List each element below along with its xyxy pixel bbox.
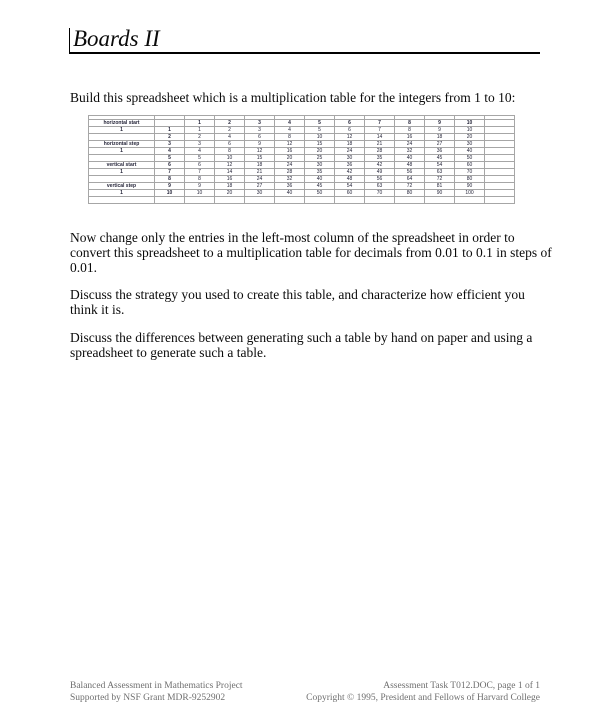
product-cell: 54 [425,162,455,169]
table-row [89,120,515,127]
footer-copyright: Copyright © 1995, President and Fellows of Harvard College [306,692,540,703]
multiplier-cell: 8 [155,176,185,183]
product-cell: 32 [275,176,305,183]
product-cell: 36 [275,183,305,190]
product-cell: 64 [395,176,425,183]
product-cell: 6 [335,127,365,134]
product-cell: 14 [215,169,245,176]
product-cell: 72 [395,183,425,190]
product-cell: 50 [305,190,335,197]
product-cell: 24 [395,141,425,148]
empty-cell [215,197,245,204]
product-cell: 6 [335,120,365,127]
product-cell: 30 [335,155,365,162]
product-cell: 12 [275,141,305,148]
row-label-cell [89,176,155,183]
table-row [89,176,515,183]
empty-cell [485,183,515,190]
empty-cell [485,162,515,169]
product-cell: 14 [365,134,395,141]
product-cell: 4 [215,134,245,141]
product-cell: 12 [335,134,365,141]
product-cell: 60 [455,162,485,169]
product-cell: 9 [245,141,275,148]
table-row [89,134,515,141]
multiplier-cell: 7 [155,169,185,176]
product-cell: 35 [365,155,395,162]
multiplication-table [88,115,515,204]
product-cell: 15 [245,155,275,162]
row-label-cell: vertical step [89,183,155,190]
blank-bottom-row [89,197,515,204]
table-row [89,148,515,155]
title-underline-rule [70,52,540,54]
product-cell: 8 [395,120,425,127]
product-cell: 28 [365,148,395,155]
product-cell: 32 [395,148,425,155]
product-cell: 4 [275,127,305,134]
empty-cell [335,197,365,204]
page-title: Boards II [73,26,160,51]
row-label-cell: vertical start [89,162,155,169]
product-cell: 9 [185,183,215,190]
product-cell: 10 [215,155,245,162]
product-cell: 9 [425,120,455,127]
product-cell: 16 [275,148,305,155]
paragraph-discuss-differences [70,330,570,360]
product-cell: 7 [365,127,395,134]
empty-cell [245,197,275,204]
product-cell: 25 [305,155,335,162]
row-label-cell [89,134,155,141]
multiplier-cell: 10 [155,190,185,197]
multiplier-cell: 3 [155,141,185,148]
product-cell: 3 [245,127,275,134]
product-cell: 21 [365,141,395,148]
product-cell: 36 [425,148,455,155]
product-cell: 40 [395,155,425,162]
row-label-cell [89,155,155,162]
row-label-cell: horizontal step [89,141,155,148]
product-cell: 1 [185,127,215,134]
product-cell: 30 [455,141,485,148]
empty-cell [485,155,515,162]
intro-paragraph: Build this spreadsheet which is a multiplication table for the integers from 1 to 10: [70,90,516,105]
product-cell: 80 [455,176,485,183]
product-cell: 48 [395,162,425,169]
product-cell: 20 [275,155,305,162]
row-label-cell: 1 [89,190,155,197]
product-cell: 18 [245,162,275,169]
product-cell: 6 [245,134,275,141]
product-cell: 4 [185,148,215,155]
product-cell: 2 [215,127,245,134]
text-line: Discuss the differences between generating such a table by hand on paper and using a [70,330,533,345]
row-label-cell: horizontal start [89,120,155,127]
empty-cell [365,197,395,204]
product-cell: 24 [335,148,365,155]
table-row [89,183,515,190]
empty-cell [155,197,185,204]
text-line: Discuss the strategy you used to create this table, and characterize how efficient you [70,287,525,302]
empty-cell [485,134,515,141]
product-cell: 27 [425,141,455,148]
empty-cell [485,169,515,176]
table-row [89,127,515,134]
footer-left-block [70,681,243,704]
product-cell: 24 [275,162,305,169]
product-cell: 8 [395,127,425,134]
empty-cell [485,197,515,204]
multiplier-cell: 9 [155,183,185,190]
title-left-bar [69,28,70,54]
empty-cell [305,197,335,204]
empty-cell [185,197,215,204]
product-cell: 3 [245,120,275,127]
product-cell: 18 [425,134,455,141]
product-cell: 8 [185,176,215,183]
product-cell: 10 [455,127,485,134]
product-cell: 70 [455,169,485,176]
product-cell: 21 [245,169,275,176]
text-line: Now change only the entries in the left-most column of the spreadsheet in order to [70,230,515,245]
product-cell: 50 [455,155,485,162]
multiplier-cell: 5 [155,155,185,162]
product-cell: 2 [185,134,215,141]
product-cell: 60 [335,190,365,197]
product-cell: 8 [215,148,245,155]
empty-cell [275,197,305,204]
product-cell: 18 [335,141,365,148]
product-cell: 20 [215,190,245,197]
empty-cell [395,197,425,204]
row-label-cell: 1 [89,148,155,155]
footer-project-name: Balanced Assessment in Mathematics Project [70,681,243,691]
empty-cell [485,176,515,183]
product-cell: 30 [245,190,275,197]
product-cell: 3 [185,141,215,148]
product-cell: 30 [305,162,335,169]
product-cell: 18 [215,183,245,190]
product-cell: 42 [335,169,365,176]
row-label-cell: 1 [89,127,155,134]
product-cell: 6 [185,162,215,169]
row-label-cell: 1 [89,169,155,176]
product-cell: 15 [305,141,335,148]
product-cell: 40 [275,190,305,197]
empty-cell [485,127,515,134]
product-cell: 5 [305,120,335,127]
text-line: 0.01. [70,260,97,275]
product-cell: 7 [365,120,395,127]
product-cell: 10 [185,190,215,197]
product-cell: 40 [455,148,485,155]
product-cell: 45 [425,155,455,162]
footer-grant-line: Supported by NSF Grant MDR-9252902 [70,692,226,703]
product-cell: 20 [455,134,485,141]
multiplier-cell: 4 [155,148,185,155]
multiplier-cell: 1 [155,127,185,134]
product-cell: 54 [335,183,365,190]
product-cell: 16 [395,134,425,141]
product-cell: 90 [425,190,455,197]
product-cell: 63 [365,183,395,190]
paragraph-change-leftmost-column [70,230,570,275]
product-cell: 72 [425,176,455,183]
paragraph-discuss-strategy [70,287,570,317]
empty-cell [455,197,485,204]
empty-cell [425,197,455,204]
product-cell: 20 [305,148,335,155]
table-row [89,162,515,169]
empty-cell [485,120,515,127]
product-cell: 48 [335,176,365,183]
multiplier-cell: 6 [155,162,185,169]
product-cell: 49 [365,169,395,176]
product-cell: 100 [455,190,485,197]
product-cell: 12 [245,148,275,155]
product-cell: 5 [185,155,215,162]
product-cell: 1 [185,120,215,127]
product-cell: 70 [365,190,395,197]
product-cell: 9 [425,127,455,134]
product-cell: 16 [215,176,245,183]
product-cell: 2 [215,120,245,127]
multiplier-cell: 2 [155,134,185,141]
text-line: think it is. [70,302,125,317]
table-body [89,116,515,204]
empty-cell [485,141,515,148]
table-row [89,155,515,162]
product-cell: 12 [215,162,245,169]
empty-cell [485,190,515,197]
product-cell: 10 [455,120,485,127]
empty-cell [89,197,155,204]
product-cell: 90 [455,183,485,190]
product-cell: 36 [335,162,365,169]
product-cell: 10 [305,134,335,141]
table-row [89,190,515,197]
table-row [89,169,515,176]
product-cell: 45 [305,183,335,190]
product-cell: 4 [275,120,305,127]
table-row [89,141,515,148]
product-cell: 6 [215,141,245,148]
product-cell: 5 [305,127,335,134]
product-cell: 81 [425,183,455,190]
product-cell: 28 [275,169,305,176]
empty-cell [485,148,515,155]
footer-task-id: Assessment Task T012.DOC, page 1 of 1 [383,681,540,691]
product-cell: 40 [305,176,335,183]
product-cell: 56 [365,176,395,183]
footer-right-block [306,681,540,704]
product-cell: 80 [395,190,425,197]
product-cell: 8 [275,134,305,141]
multiplier-cell [155,120,185,127]
product-cell: 7 [185,169,215,176]
product-cell: 42 [365,162,395,169]
text-line: convert this spreadsheet to a multiplication table for decimals from 0.01 to 0.1 in steps of [70,245,552,260]
product-cell: 27 [245,183,275,190]
text-line: spreadsheet to generate such a table. [70,345,267,360]
product-cell: 35 [305,169,335,176]
product-cell: 56 [395,169,425,176]
product-cell: 63 [425,169,455,176]
product-cell: 24 [245,176,275,183]
